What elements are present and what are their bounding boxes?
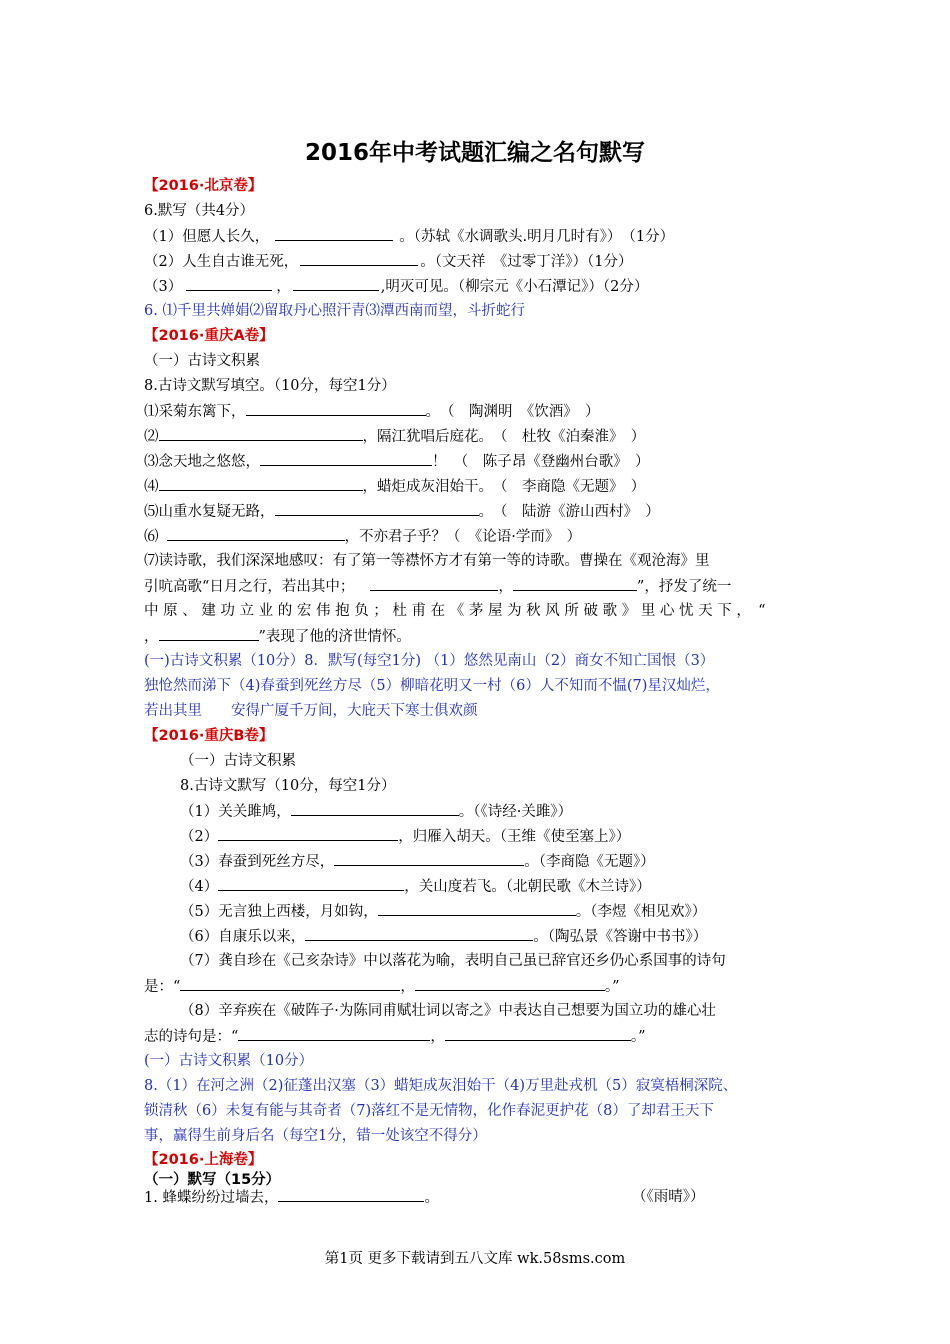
answer-blank (159, 426, 363, 441)
answer-blank (275, 226, 393, 241)
answer-text: (一)古诗文积累（10分）8．默写(每空1分) （1）悠然见南山（2）商女不知亡国恨（3） (144, 653, 715, 669)
question-line (144, 976, 620, 997)
section-header-chongqing-b: 【2016·重庆B卷】 (144, 728, 274, 744)
section-subtitle: （一）古诗文积累 (180, 753, 296, 769)
section-header-shanghai: 【2016·上海卷】 (144, 1152, 263, 1168)
text: ⑸山重水复疑无路， (144, 504, 275, 520)
question-line (144, 526, 581, 547)
section-header-chongqing-a: 【2016·重庆A卷】 (144, 328, 274, 344)
answer-blank (260, 451, 432, 466)
answer-blank (218, 826, 398, 841)
answer-blank (334, 851, 524, 866)
question-line: （7）龚自珍在《己亥杂诗》中以落花为喻，表明自己虽已辞官还乡仍心系国事的诗句 (180, 953, 726, 969)
text: （3） (144, 279, 183, 295)
text: 。（李煜《相见欢》） (575, 904, 707, 920)
answer-blank (278, 1187, 424, 1202)
question-line (144, 576, 731, 597)
page-footer: 第1页 更多下载请到五八文库 wk.58sms.com (324, 1251, 626, 1267)
question-line (144, 1187, 439, 1208)
source-citation: （《雨晴》） (632, 1189, 705, 1205)
text: 。（苏轼《水调歌头.明月几时有》） （1分） (399, 229, 675, 245)
text: 。” (630, 1029, 646, 1045)
question-line (144, 626, 411, 647)
answer-blank (159, 626, 259, 641)
answer-blank (305, 926, 533, 941)
text: ”，抒发了统一 (636, 579, 732, 595)
question-line: （8）辛弃疾在《破阵子·为陈同甫赋壮词以寄之》中表达自己想要为国立功的雄心壮 (180, 1003, 716, 1019)
answer-blank (378, 901, 576, 916)
text: ， (144, 629, 159, 645)
text: 。（文天祥 《过零丁洋》）（1分） (420, 254, 633, 270)
answer-blank (291, 801, 459, 816)
answer-blank (293, 276, 379, 291)
section-header-beijing: 【2016·北京卷】 (144, 178, 263, 194)
answer-blank (300, 251, 418, 266)
answer-blank (186, 276, 272, 291)
answer-text: 6. ⑴千里共婵娟⑵留取丹心照汗青⑶潭西南而望，斗折蛇行 (144, 303, 525, 319)
text: ， (400, 979, 415, 995)
question-line (144, 251, 632, 272)
text: ， (276, 279, 291, 295)
text: ,明灭可见。（柳宗元《小石潭记》）（2分） (380, 279, 649, 295)
answer-blank (415, 976, 605, 991)
text: ，关山度若飞。（北朝民歌《木兰诗》） (404, 879, 651, 895)
answer-blank (180, 976, 400, 991)
text: ，不亦君子乎？（ 《论语·学而》 ） (344, 529, 582, 545)
section-subtitle: （一）古诗文积累 (144, 353, 260, 369)
text: （3）春蚕到死丝方尽， (180, 854, 335, 870)
text: 。（陶弘景《答谢中书书》） (533, 929, 708, 945)
answer-text: (一）古诗文积累（10分） (144, 1053, 314, 1069)
text: 1. 蜂蝶纷纷过墙去， (144, 1190, 279, 1206)
question-line (180, 801, 572, 822)
question-title: 8.古诗文默写（10分，每空1分） (180, 778, 396, 794)
text: ⑶念天地之悠悠， (144, 454, 260, 470)
question-line (144, 501, 660, 522)
answer-text: 锁清秋（6）未复有能与其奇者（7)落红不是无情物，化作春泥更护花（8）了却君王天下 (144, 1103, 714, 1119)
question-line (180, 901, 706, 922)
text: （6）自康乐以来， (180, 929, 306, 945)
text: 是：“ (144, 979, 181, 995)
text: 引吭高歌“日月之行，若出其中； (144, 579, 355, 595)
section-subtitle: （一）默写（15分） (144, 1172, 281, 1188)
text: （2） (180, 829, 219, 845)
text: ， (430, 1029, 445, 1045)
page-title: 2016年中考试题汇编之名句默写 (304, 140, 645, 166)
answer-blank (159, 476, 363, 491)
text: ⑹ (144, 529, 159, 545)
question-line: 中 原 、 建 功 立 业 的 宏 伟 抱 负 ； 杜 甫 在 《 茅 屋 为 秋 风 所 破 歌 》 里 心 忧 天 下 ， “ (144, 603, 766, 619)
question-line (144, 226, 674, 247)
text: 。 （ 陆游《游山西村》 ） (478, 504, 660, 520)
answer-blank (370, 576, 498, 591)
text: 。 (424, 1190, 439, 1206)
answer-text: 若出其里 安得广厦千万间，大庇天下寒士俱欢颜 (144, 703, 478, 719)
text: ，蜡炬成灰泪始干。 （ 李商隐《无题》 ） (362, 479, 646, 495)
question-line (144, 426, 645, 447)
question-line (144, 451, 650, 472)
text: 志的诗句是：“ (144, 1029, 239, 1045)
text: ！ （ 陈子昂《登幽州台歌》 ） (432, 454, 650, 470)
question-line (144, 401, 600, 422)
answer-text: 事，赢得生前身后名（每空1分，错一处该空不得分） (144, 1128, 487, 1144)
answer-blank (238, 1026, 430, 1041)
text: 。 （ 陶渊明 《饮酒》 ） (425, 404, 600, 420)
text: ⑷ (144, 479, 159, 495)
question-line (180, 851, 655, 872)
text: ，归雁入胡天。（王维《使至塞上》） (398, 829, 631, 845)
text: 。（李商隐《无题》） (524, 854, 655, 870)
answer-blank (513, 576, 637, 591)
answer-text: 8.（1）在河之洲（2)征蓬出汉塞（3）蜡矩成灰泪始干（4)万里赴戎机（5）寂寞梧桐深院、 (144, 1078, 738, 1094)
question-line (180, 826, 630, 847)
text: ， (498, 579, 513, 595)
answer-text: 独怆然而涕下（4)春蚕到死丝方尽（5）柳暗花明又一村（6）人不知而不愠(7)星汉灿烂， (144, 678, 720, 694)
text: （1）但愿人长久， (144, 229, 270, 245)
question-line (180, 876, 651, 897)
answer-blank (445, 1026, 631, 1041)
question-title: 6.默写（共4分） (144, 203, 255, 219)
text: ，隔江犹唱后庭花。 （ 杜牧《泊秦淮》 ） (362, 429, 646, 445)
question-line: ⑺读诗歌，我们深深地感叹：有了第一等襟怀方才有第一等的诗歌。曹操在《观沧海》里 (144, 553, 710, 569)
text: （2）人生自古谁无死， (144, 254, 299, 270)
question-title: 8.古诗文默写填空。（10分，每空1分） (144, 378, 396, 394)
text: ⑵ (144, 429, 159, 445)
answer-blank (218, 876, 404, 891)
text: 。” (604, 979, 620, 995)
answer-blank (167, 526, 345, 541)
text: 。（《诗经·关雎》） (458, 804, 573, 820)
question-line (144, 1026, 646, 1047)
answer-blank (246, 401, 426, 416)
text: ⑴采菊东篱下， (144, 404, 246, 420)
text: （1）关关雎鸠， (180, 804, 291, 820)
text: ”表现了他的济世情怀。 (258, 629, 411, 645)
question-line (144, 276, 648, 297)
answer-blank (275, 501, 479, 516)
text: （5）无言独上西楼，月如钩， (180, 904, 378, 920)
question-line (180, 926, 707, 947)
text: （4） (180, 879, 219, 895)
question-line (144, 476, 645, 497)
